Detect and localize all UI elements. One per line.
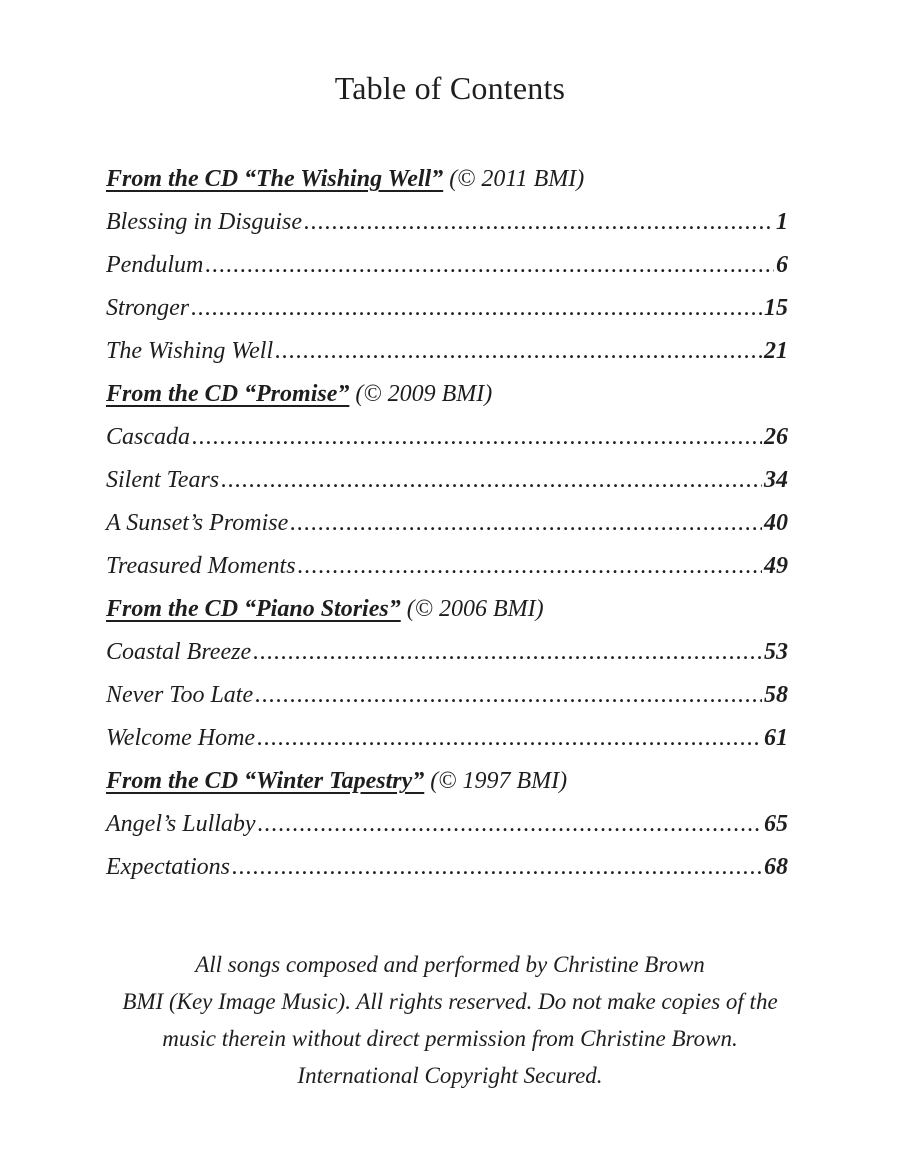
footer-line: BMI (Key Image Music). All rights reserved. Do not make copies of the [122,989,778,1014]
entry-title: Pendulum [106,252,204,278]
footer-line: International Copyright Secured. [297,1063,603,1088]
dot-leader [304,201,774,244]
dot-leader [191,287,762,330]
section-copyright: (© 2006 BMI) [400,596,544,622]
dot-leader [290,502,762,545]
toc-entry[interactable] [106,846,788,889]
entry-page-number: 6 [776,252,788,278]
footer-line: music therein without direct permission from Christine Brown. [162,1026,738,1051]
entry-page-number: 68 [764,854,788,880]
section-copyright: (© 2009 BMI) [349,381,493,407]
section-header [106,373,788,416]
entry-page-number: 26 [764,424,788,450]
toc-entry[interactable] [106,631,788,674]
dot-leader [221,459,762,502]
entry-page-number: 21 [764,338,788,364]
entry-page-number: 1 [776,209,788,235]
footer-line: All songs composed and performed by Christine Brown [195,952,705,977]
toc-entry[interactable] [106,674,788,717]
entry-title: Never Too Late [106,682,254,708]
section-header [106,588,788,631]
toc-entry[interactable] [106,502,788,545]
entry-page-number: 58 [764,682,788,708]
toc-entry[interactable] [106,803,788,846]
entry-title: Silent Tears [106,467,220,493]
section-cd-title: From the CD “Promise” [106,381,350,407]
copyright-notice [0,946,900,1094]
dot-leader [253,631,762,674]
section-cd-title: From the CD “Winter Tapestry” [106,768,425,794]
entry-title: Welcome Home [106,725,256,751]
toc-entry[interactable] [106,330,788,373]
entry-title: Expectations [106,854,230,880]
toc-entry[interactable] [106,459,788,502]
toc-entry[interactable] [106,287,788,330]
dot-leader [298,545,762,588]
entry-title: Stronger [106,295,190,321]
entry-page-number: 15 [764,295,788,321]
toc-entry[interactable] [106,244,788,287]
toc-entry[interactable] [106,416,788,459]
toc-entry[interactable] [106,717,788,760]
dot-leader [255,674,762,717]
dot-leader [205,244,774,287]
section-header [106,158,788,201]
toc-entry[interactable] [106,201,788,244]
entry-title: Coastal Breeze [106,639,252,665]
section-copyright: (© 1997 BMI) [424,768,568,794]
section-cd-title: From the CD “The Wishing Well” [106,166,444,192]
dot-leader [192,416,762,459]
dot-leader [257,717,762,760]
entry-page-number: 65 [764,811,788,837]
entry-page-number: 49 [764,553,788,579]
entry-title: Blessing in Disguise [106,209,302,235]
entry-page-number: 34 [764,467,788,493]
toc-entry[interactable] [106,545,788,588]
section-copyright: (© 2011 BMI) [443,166,585,192]
entry-title: The Wishing Well [106,338,274,364]
page-title: Table of Contents [334,70,566,106]
table-of-contents [106,158,788,889]
entry-page-number: 61 [764,725,788,751]
entry-page-number: 40 [764,510,788,536]
dot-leader [275,330,762,373]
entry-title: Treasured Moments [106,553,296,579]
dot-leader [258,803,762,846]
entry-title: Angel’s Lullaby [106,811,256,837]
entry-title: A Sunset’s Promise [106,510,289,536]
entry-page-number: 53 [764,639,788,665]
entry-title: Cascada [106,424,190,450]
dot-leader [232,846,762,889]
section-cd-title: From the CD “Piano Stories” [106,596,401,622]
section-header [106,760,788,803]
